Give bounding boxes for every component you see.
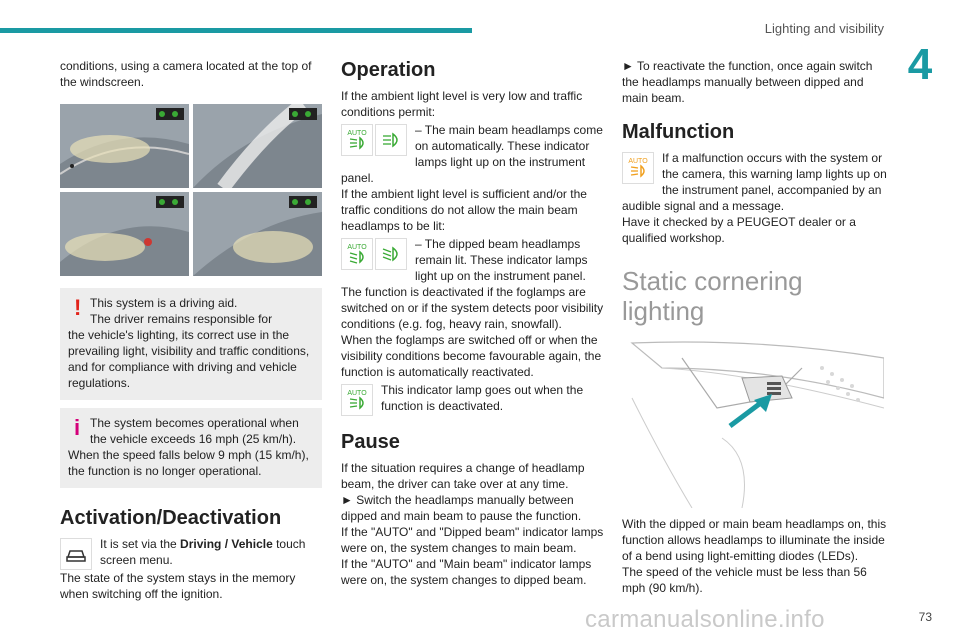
headlamp-photo-2 [193, 104, 322, 188]
headlamp-photo-1 [60, 104, 189, 188]
auto-lamp-icon-2 [341, 238, 373, 270]
dipped-beam-text: – The dipped beam headlamps remain lit. These indicator lamps light up on the instrument panel. [415, 237, 588, 283]
activation-icon-row [60, 538, 94, 570]
headlamp-photo-3 [60, 192, 189, 276]
header-accent-bar [0, 28, 472, 33]
auto-text-2: AUTO [347, 244, 367, 251]
watermark: carmanualsonline.info [585, 606, 825, 633]
chapter-number: 4 [907, 40, 933, 89]
activation-memory: The state of the system stays in the memory when switching off the ignition. [60, 571, 296, 601]
info-i-icon: i [74, 415, 81, 440]
activation-text-2: touch screen menu. [100, 537, 306, 567]
goes-out-block [341, 382, 606, 416]
dipped-beam-icons [341, 238, 409, 270]
column-3 [622, 58, 888, 596]
activation-text [60, 536, 322, 568]
intro-text: conditions, using a camera located at the top of the windscreen. [60, 59, 312, 89]
activation-menu-name: Driving / Vehicle [180, 537, 273, 551]
pause-intro: If the situation requires a change of headlamp beam, the driver can take over at any time. [341, 461, 585, 491]
pause-auto-main: If the "AUTO" and "Main beam" indicator lamps were on, the system changes to dipped beam. [341, 557, 592, 587]
main-beam-block [341, 122, 606, 186]
static-cornering-heading: Static cornering lighting [622, 266, 803, 326]
main-beam-icons [341, 124, 409, 156]
info-line-2: the vehicle exceeds 16 mph (25 km/h). [90, 432, 297, 446]
activation-heading: Activation/Deactivation [60, 507, 282, 529]
auto-lamp-icon [341, 124, 373, 156]
pause-step: ► Switch the headlamps manually between dipped and main beam to pause the function. [341, 493, 582, 523]
auto-lamp-icon-3 [341, 384, 373, 416]
section-title: Lighting and visibility [764, 21, 884, 36]
activation-text-1: It is set via the [100, 537, 181, 551]
auto-text-4: AUTO [628, 158, 648, 165]
sufficient-light-text: If the ambient light level is sufficient and/or the traffic conditions do not allow the main beam headlamps to be lit: [341, 187, 587, 233]
reactivate-text: ► To reactivate the function, once again switch the headlamps manually between dipped and main beam. [622, 59, 873, 105]
cornering-lamp-illustration [622, 338, 884, 508]
warning-line-1: This system is a driving aid. [90, 296, 238, 310]
malfunction-icons [622, 152, 656, 184]
static-cornering-speed: The speed of the vehicle must be less than 56 mph (90 km/h). [622, 565, 867, 595]
operation-intro: If the ambient light level is very low and traffic conditions permit: [341, 89, 583, 119]
auto-text-3: AUTO [347, 390, 367, 397]
headlamp-photo-grid [60, 104, 322, 276]
page-number: 73 [918, 610, 932, 624]
headlamp-photo-4 [193, 192, 322, 276]
column-2 [341, 58, 606, 588]
dipped-beam-block [341, 236, 606, 284]
activation-block [60, 536, 322, 602]
warning-line-2: The driver remains responsible for [90, 312, 273, 326]
car-settings-icon [60, 538, 92, 570]
pause-heading: Pause [341, 431, 400, 453]
malfunction-check: Have it checked by a PEUGEOT dealer or a qualified workshop. [622, 215, 856, 245]
warning-rest: the vehicle's lighting, its correct use in the prevailing light, visibility and traffic conditions, and for compliance with driving and vehicle regulations. [68, 328, 310, 390]
pause-auto-dipped: If the "AUTO" and "Dipped beam" indicator lamps were on, the system changes to main beam. [341, 525, 604, 555]
deactivated-text: The function is deactivated if the foglamps are switched on or if the system detects poor visibility conditions (e.g. fog, heavy rain, snowfall). [341, 285, 604, 331]
operation-heading: Operation [341, 59, 436, 81]
warning-note [60, 288, 322, 400]
main-beam-text: – The main beam headlamps come on automatically. These indicator lamps light up on the instrument panel. [341, 123, 603, 185]
info-line-1: The system becomes operational when [90, 416, 299, 430]
auto-warning-lamp-icon [622, 152, 654, 184]
static-cornering-text: With the dipped or main beam headlamps on, this function allows headlamps to illuminate the inside of a bend using light-emitting diodes (LEDs). [622, 517, 887, 563]
malfunction-block [622, 150, 888, 214]
warning-exclamation-icon: ! [74, 295, 82, 320]
dipped-beam-lamp-icon [375, 238, 407, 270]
column-1 [60, 58, 322, 602]
malfunction-heading: Malfunction [622, 121, 735, 143]
malfunction-text: If a malfunction occurs with the system or the camera, this warning lamp lights up on the instrument panel, accompanied by an audible signal and a message. [622, 151, 887, 213]
main-beam-lamp-icon [375, 124, 407, 156]
info-note [60, 408, 322, 488]
goes-out-text: This indicator lamp goes out when the function is deactivated. [381, 383, 584, 413]
auto-text: AUTO [347, 130, 367, 137]
info-rest: When the speed falls below 9 mph (15 km/h), the function is no longer operational. [68, 448, 309, 478]
goes-out-icons [341, 384, 375, 416]
reactivated-text: When the foglamps are switched off or when the visibility conditions become favourable again, the function is automatically reactivated. [341, 333, 602, 379]
